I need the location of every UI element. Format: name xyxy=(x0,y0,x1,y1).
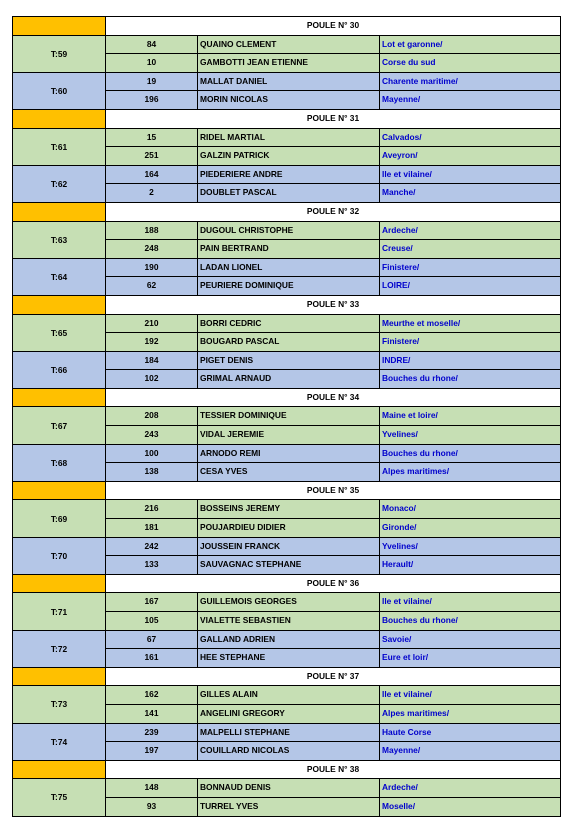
player-name: BORRI CEDRIC xyxy=(198,314,380,333)
table-number: T:74 xyxy=(13,723,106,760)
player-row xyxy=(13,407,561,426)
player-name: MALPELLI STEPHANE xyxy=(198,723,380,742)
player-name: GRIMAL ARNAUD xyxy=(198,370,380,389)
player-number: 93 xyxy=(106,797,198,816)
player-department: Aveyron/ xyxy=(380,147,561,166)
player-number: 188 xyxy=(106,221,198,240)
table-number: T:71 xyxy=(13,593,106,630)
player-name: VIDAL JEREMIE xyxy=(198,426,380,445)
poule-header-marker xyxy=(13,109,106,128)
player-department: Mayenne/ xyxy=(380,742,561,761)
player-row xyxy=(13,35,561,54)
player-number: 216 xyxy=(106,500,198,519)
player-name: LADAN LIONEL xyxy=(198,258,380,277)
table-number: T:61 xyxy=(13,128,106,165)
player-department: Alpes maritimes/ xyxy=(380,463,561,482)
player-name: GUILLEMOIS GEORGES xyxy=(198,593,380,612)
player-number: 19 xyxy=(106,72,198,91)
player-number: 148 xyxy=(106,779,198,798)
player-department: Meurthe et moselle/ xyxy=(380,314,561,333)
player-number: 167 xyxy=(106,593,198,612)
player-department: Creuse/ xyxy=(380,240,561,259)
poule-header-row xyxy=(13,574,561,593)
player-department: Alpes maritimes/ xyxy=(380,704,561,723)
player-number: 62 xyxy=(106,277,198,296)
poule-header-row xyxy=(13,17,561,36)
player-department: Lot et garonne/ xyxy=(380,35,561,54)
player-number: 2 xyxy=(106,184,198,203)
table-number: T:65 xyxy=(13,314,106,351)
player-department: Gironde/ xyxy=(380,519,561,538)
poule-header-marker xyxy=(13,17,106,36)
poule-header-row xyxy=(13,667,561,686)
player-department: Moselle/ xyxy=(380,797,561,816)
poule-title: POULE N° 33 xyxy=(106,295,561,314)
poule-header-marker xyxy=(13,202,106,221)
poule-header-marker xyxy=(13,295,106,314)
poule-header-row xyxy=(13,760,561,779)
player-number: 192 xyxy=(106,333,198,352)
player-number: 67 xyxy=(106,630,198,649)
poule-header-marker xyxy=(13,481,106,500)
player-row xyxy=(13,128,561,147)
player-department: Bouches du rhone/ xyxy=(380,370,561,389)
player-number: 248 xyxy=(106,240,198,259)
poule-title: POULE N° 30 xyxy=(106,17,561,36)
poule-header-row xyxy=(13,109,561,128)
player-number: 15 xyxy=(106,128,198,147)
table-number: T:68 xyxy=(13,444,106,481)
player-row xyxy=(13,686,561,705)
player-number: 133 xyxy=(106,556,198,575)
poule-header-row xyxy=(13,295,561,314)
player-number: 243 xyxy=(106,426,198,445)
table-number: T:69 xyxy=(13,500,106,537)
poule-title: POULE N° 35 xyxy=(106,481,561,500)
player-department: Ile et vilaine/ xyxy=(380,165,561,184)
player-name: CESA YVES xyxy=(198,463,380,482)
player-number: 196 xyxy=(106,91,198,110)
player-row xyxy=(13,444,561,463)
poule-title: POULE N° 34 xyxy=(106,388,561,407)
poule-header-row xyxy=(13,481,561,500)
player-name: DOUBLET PASCAL xyxy=(198,184,380,203)
player-department: Bouches du rhone/ xyxy=(380,444,561,463)
player-name: COUILLARD NICOLAS xyxy=(198,742,380,761)
player-name: GALLAND ADRIEN xyxy=(198,630,380,649)
player-name: PEURIERE DOMINIQUE xyxy=(198,277,380,296)
player-number: 239 xyxy=(106,723,198,742)
poule-header-marker xyxy=(13,574,106,593)
player-number: 184 xyxy=(106,351,198,370)
table-number: T:67 xyxy=(13,407,106,444)
player-name: ANGELINI GREGORY xyxy=(198,704,380,723)
player-row xyxy=(13,258,561,277)
player-number: 161 xyxy=(106,649,198,668)
player-row xyxy=(13,779,561,798)
table-number: T:63 xyxy=(13,221,106,258)
player-name: QUAINO CLEMENT xyxy=(198,35,380,54)
poule-header-marker xyxy=(13,667,106,686)
player-department: Maine et loire/ xyxy=(380,407,561,426)
table-number: T:75 xyxy=(13,779,106,816)
poule-header-marker xyxy=(13,760,106,779)
player-number: 138 xyxy=(106,463,198,482)
player-department: Charente maritime/ xyxy=(380,72,561,91)
table-number: T:60 xyxy=(13,72,106,109)
table-number: T:66 xyxy=(13,351,106,388)
table-number: T:62 xyxy=(13,165,106,202)
player-department: Herault/ xyxy=(380,556,561,575)
player-number: 84 xyxy=(106,35,198,54)
player-name: SAUVAGNAC STEPHANE xyxy=(198,556,380,575)
player-number: 162 xyxy=(106,686,198,705)
table-number: T:70 xyxy=(13,537,106,574)
player-department: Ardeche/ xyxy=(380,221,561,240)
poule-title: POULE N° 31 xyxy=(106,109,561,128)
player-name: PIEDERIERE ANDRE xyxy=(198,165,380,184)
player-name: GILLES ALAIN xyxy=(198,686,380,705)
poule-header-marker xyxy=(13,388,106,407)
player-number: 242 xyxy=(106,537,198,556)
player-name: PAIN BERTRAND xyxy=(198,240,380,259)
player-row xyxy=(13,537,561,556)
player-department: Ile et vilaine/ xyxy=(380,686,561,705)
player-row xyxy=(13,723,561,742)
player-number: 102 xyxy=(106,370,198,389)
player-number: 100 xyxy=(106,444,198,463)
player-department: INDRE/ xyxy=(380,351,561,370)
player-department: Bouches du rhone/ xyxy=(380,612,561,631)
player-name: RIDEL MARTIAL xyxy=(198,128,380,147)
player-name: VIALETTE SEBASTIEN xyxy=(198,612,380,631)
player-name: POUJARDIEU DIDIER xyxy=(198,519,380,538)
table-number: T:59 xyxy=(13,35,106,72)
player-name: BONNAUD DENIS xyxy=(198,779,380,798)
player-department: Ile et vilaine/ xyxy=(380,593,561,612)
player-row xyxy=(13,593,561,612)
player-name: BOUGARD PASCAL xyxy=(198,333,380,352)
player-name: HEE STEPHANE xyxy=(198,649,380,668)
player-name: GALZIN PATRICK xyxy=(198,147,380,166)
player-department: Yvelines/ xyxy=(380,426,561,445)
player-row xyxy=(13,351,561,370)
player-department: Manche/ xyxy=(380,184,561,203)
poule-title: POULE N° 38 xyxy=(106,760,561,779)
player-number: 164 xyxy=(106,165,198,184)
player-number: 181 xyxy=(106,519,198,538)
player-department: Haute Corse xyxy=(380,723,561,742)
player-number: 208 xyxy=(106,407,198,426)
player-department: Mayenne/ xyxy=(380,91,561,110)
player-department: Yvelines/ xyxy=(380,537,561,556)
player-number: 210 xyxy=(106,314,198,333)
player-number: 141 xyxy=(106,704,198,723)
player-number: 10 xyxy=(106,54,198,73)
player-name: DUGOUL CHRISTOPHE xyxy=(198,221,380,240)
player-name: GAMBOTTI JEAN ETIENNE xyxy=(198,54,380,73)
player-name: PIGET DENIS xyxy=(198,351,380,370)
player-department: Ardeche/ xyxy=(380,779,561,798)
player-name: MORIN NICOLAS xyxy=(198,91,380,110)
player-number: 197 xyxy=(106,742,198,761)
player-department: Calvados/ xyxy=(380,128,561,147)
player-department: Monaco/ xyxy=(380,500,561,519)
player-name: TESSIER DOMINIQUE xyxy=(198,407,380,426)
player-row xyxy=(13,72,561,91)
player-row xyxy=(13,630,561,649)
player-name: JOUSSEIN FRANCK xyxy=(198,537,380,556)
poule-header-row xyxy=(13,388,561,407)
poule-header-row xyxy=(13,202,561,221)
player-name: TURREL YVES xyxy=(198,797,380,816)
player-name: BOSSEINS JEREMY xyxy=(198,500,380,519)
player-row xyxy=(13,165,561,184)
player-department: Finistere/ xyxy=(380,333,561,352)
player-department: Savoie/ xyxy=(380,630,561,649)
poule-title: POULE N° 36 xyxy=(106,574,561,593)
player-department: Eure et loir/ xyxy=(380,649,561,668)
player-number: 105 xyxy=(106,612,198,631)
player-name: MALLAT DANIEL xyxy=(198,72,380,91)
player-row xyxy=(13,221,561,240)
player-department: Finistere/ xyxy=(380,258,561,277)
player-name: ARNODO REMI xyxy=(198,444,380,463)
player-number: 190 xyxy=(106,258,198,277)
player-row xyxy=(13,314,561,333)
table-number: T:73 xyxy=(13,686,106,723)
poule-sheet xyxy=(12,16,561,817)
player-department: LOIRE/ xyxy=(380,277,561,296)
player-row xyxy=(13,500,561,519)
table-number: T:64 xyxy=(13,258,106,295)
poule-title: POULE N° 32 xyxy=(106,202,561,221)
poule-title: POULE N° 37 xyxy=(106,667,561,686)
player-department: Corse du sud xyxy=(380,54,561,73)
table-number: T:72 xyxy=(13,630,106,667)
player-number: 251 xyxy=(106,147,198,166)
